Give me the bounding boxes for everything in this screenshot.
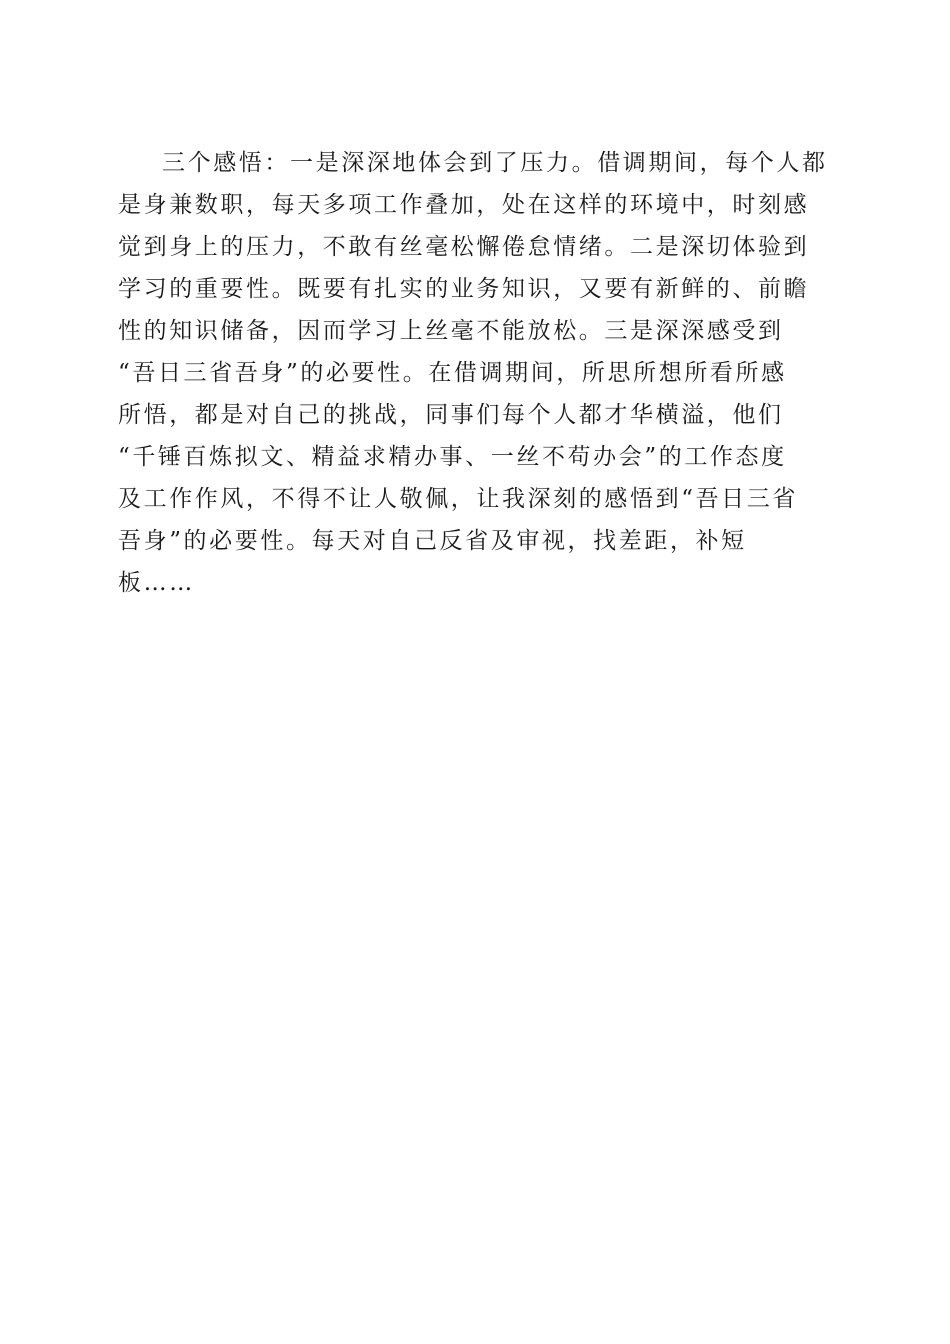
paragraph-line: “千锤百炼拟文、精益求精办事、一丝不苟办会”的工作态度: [118, 444, 787, 470]
paragraph-line: 觉到身上的压力，不敢有丝毫松懈倦怠情绪。二是深切体验到: [118, 234, 810, 260]
paragraph-line: 学习的重要性。既要有扎实的业务知识，又要有新鲜的、前瞻: [118, 276, 810, 302]
paragraph-line: 及工作作风，不得不让人敬佩，让我深刻的感悟到“吾日三省: [118, 486, 798, 512]
paragraph-line: 板……: [118, 570, 195, 596]
paragraph-line: 性的知识储备，因而学习上丝毫不能放松。三是深深感受到: [118, 318, 784, 344]
paragraph-line: “吾日三省吾身”的必要性。在借调期间，所思所想所看所感: [118, 360, 787, 386]
paragraph-line: 三个感悟：一是深深地体会到了压力。借调期间，每个人都: [162, 150, 828, 176]
paragraph-line: 吾身”的必要性。每天对自己反省及审视，找差距，补短: [118, 528, 747, 554]
paragraph-line: 是身兼数职，每天多项工作叠加，处在这样的环境中，时刻感: [118, 192, 810, 218]
body-paragraph: [118, 142, 830, 604]
paragraph-line: 所悟，都是对自己的挑战，同事们每个人都才华横溢，他们: [118, 402, 784, 428]
